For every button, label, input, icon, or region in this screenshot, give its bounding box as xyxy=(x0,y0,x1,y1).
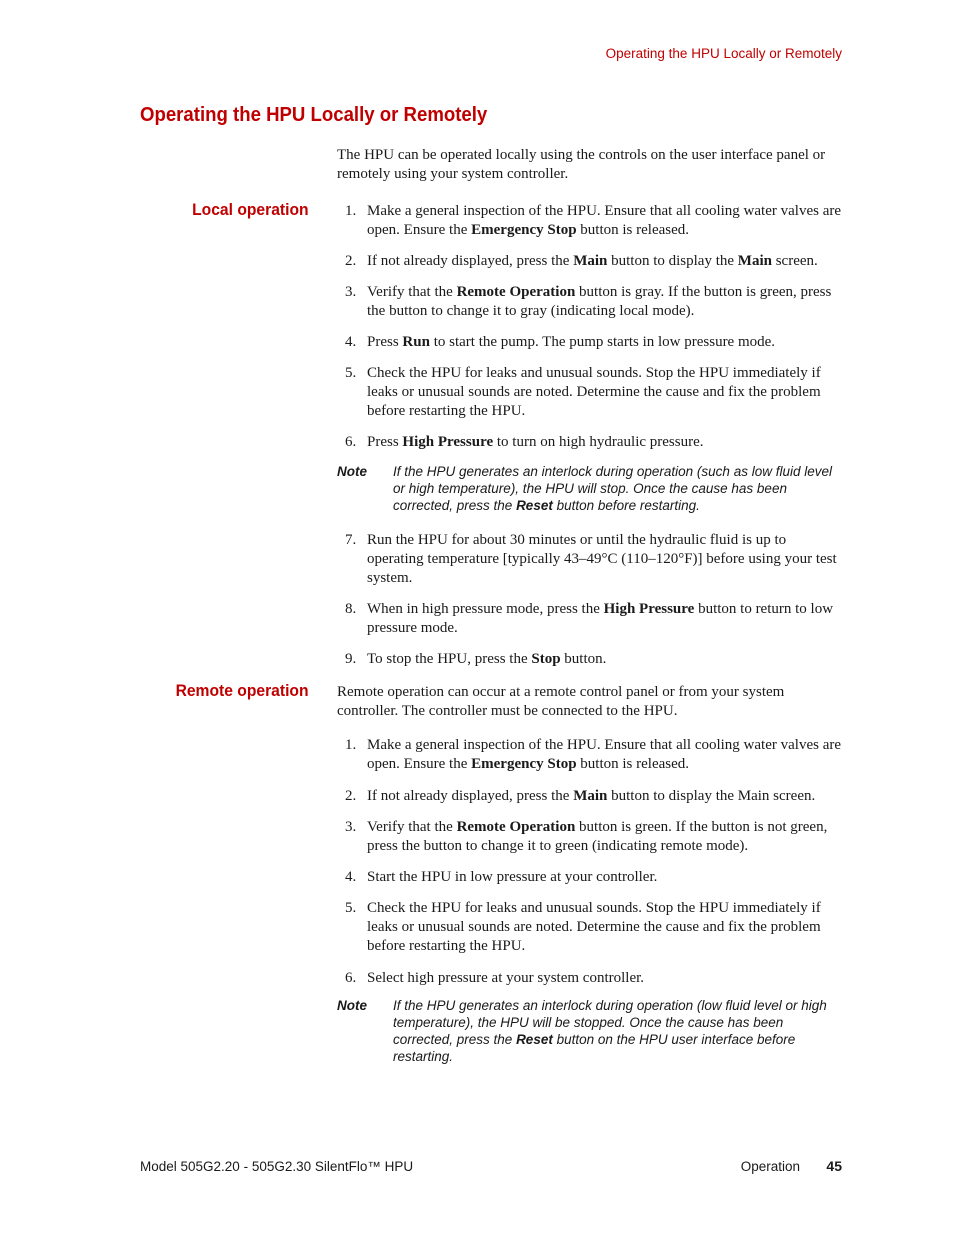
step-text: Check the HPU for leaks and unusual sounds. Stop the HPU immediately if leaks or unusual sounds are noted. Determine the cause and fix the problem before restarting the HPU. xyxy=(367,365,821,419)
local-steps-list-a xyxy=(337,202,842,452)
step-text: Run the HPU for about 30 minutes or until the hydraulic fluid is up to operating temperature [typically 43–49°C (110–120°F)] before using your test system. xyxy=(367,532,837,586)
step-number: 4. xyxy=(345,334,357,350)
intro-text: The HPU can be operated locally using the controls on the user interface panel or remotely using your system controller. xyxy=(337,147,826,182)
ui-term: Remote Operation xyxy=(456,284,576,300)
step-text: Verify that the Remote Operation button is green. If the button is not green, press the button to change it to green (indicating remote mode). xyxy=(367,819,828,854)
step-number: 1. xyxy=(345,203,357,219)
step-item xyxy=(337,252,842,271)
step-text: Select high pressure at your system controller. xyxy=(367,970,645,986)
step-item xyxy=(337,868,842,887)
local-steps-list-b xyxy=(337,531,842,669)
ui-term: Main xyxy=(573,788,608,804)
ui-term: Emergency Stop xyxy=(471,756,577,772)
ui-term: Reset xyxy=(516,498,553,513)
step-number: 3. xyxy=(345,284,357,300)
step-number: 4. xyxy=(345,869,357,885)
note-text: If the HPU generates an interlock during operation (low fluid level or high temperature), the HPU will be stopped. Once the cause has been corrected, press the Reset button on the HPU user interface before restarting. xyxy=(393,998,827,1064)
footer-section: Operation xyxy=(740,1159,800,1174)
remote-steps-list xyxy=(337,736,842,988)
step-number: 7. xyxy=(345,532,357,548)
remote-steps xyxy=(337,736,842,988)
ui-term: Emergency Stop xyxy=(471,222,577,238)
ui-term: Main xyxy=(573,253,608,269)
step-item xyxy=(337,899,842,956)
step-text: To stop the HPU, press the Stop button. xyxy=(367,651,607,667)
note-text: If the HPU generates an interlock during operation (such as low fluid level or high temperature), the HPU will stop. Once the cause has been corrected, press the Reset button before restarting. xyxy=(393,464,832,513)
running-header: Operating the HPU Locally or Remotely xyxy=(605,46,842,61)
step-item xyxy=(337,736,842,774)
step-item xyxy=(337,433,842,452)
ui-term: High Pressure xyxy=(603,601,695,617)
step-number: 2. xyxy=(345,253,357,269)
step-text: Make a general inspection of the HPU. Ensure that all cooling water valves are open. Ensure the Emergency Stop button is released. xyxy=(367,203,842,238)
note-label: Note xyxy=(337,998,367,1013)
ui-term: Reset xyxy=(516,1032,553,1047)
step-item xyxy=(337,333,842,352)
local-steps-part1 xyxy=(337,202,842,452)
local-note xyxy=(337,463,842,514)
step-item xyxy=(337,650,842,669)
remote-intro-paragraph xyxy=(337,683,842,721)
note-label: Note xyxy=(337,464,367,479)
remote-operation-heading: Remote operation xyxy=(176,681,309,700)
remote-note xyxy=(337,997,842,1065)
footer-model: Model 505G2.20 - 505G2.30 SilentFlo™ HPU xyxy=(140,1159,414,1174)
step-text: Start the HPU in low pressure at your controller. xyxy=(367,869,658,885)
step-item xyxy=(337,787,842,806)
step-item xyxy=(337,283,842,321)
step-text: When in high pressure mode, press the High Pressure button to return to low pressure mode. xyxy=(367,601,834,636)
step-text: Check the HPU for leaks and unusual sounds. Stop the HPU immediately if leaks or unusual sounds are noted. Determine the cause and fix the problem before restarting the HPU. xyxy=(367,900,821,954)
step-number: 9. xyxy=(345,651,357,667)
step-number: 5. xyxy=(345,900,357,916)
step-number: 6. xyxy=(345,434,357,450)
ui-term: Remote Operation xyxy=(456,819,576,835)
step-number: 6. xyxy=(345,970,357,986)
step-item xyxy=(337,818,842,856)
remote-intro-text: Remote operation can occur at a remote control panel or from your system controller. The controller must be connected to the HPU. xyxy=(337,684,785,719)
step-number: 2. xyxy=(345,788,357,804)
step-text: Make a general inspection of the HPU. Ensure that all cooling water valves are open. Ensure the Emergency Stop button is released. xyxy=(367,737,842,772)
local-steps-part2 xyxy=(337,531,842,669)
step-text: If not already displayed, press the Main button to display the Main screen. xyxy=(367,788,816,804)
step-text: Press Run to start the pump. The pump starts in low pressure mode. xyxy=(367,334,776,350)
step-item xyxy=(337,202,842,240)
page-title: Operating the HPU Locally or Remotely xyxy=(140,104,488,126)
step-item xyxy=(337,969,842,988)
intro-paragraph xyxy=(337,146,842,184)
step-number: 3. xyxy=(345,819,357,835)
step-item xyxy=(337,364,842,421)
ui-term: Main xyxy=(737,253,772,269)
step-item xyxy=(337,531,842,588)
ui-term: Stop xyxy=(531,651,561,667)
step-text: Press High Pressure to turn on high hydraulic pressure. xyxy=(367,434,704,450)
page-number: 45 xyxy=(826,1158,842,1174)
step-text: Verify that the Remote Operation button is gray. If the button is green, press the button to change it to gray (indicating local mode). xyxy=(367,284,832,319)
step-text: If not already displayed, press the Main button to display the Main screen. xyxy=(367,253,818,269)
local-operation-heading: Local operation xyxy=(192,200,309,219)
step-item xyxy=(337,600,842,638)
ui-term: Run xyxy=(402,334,430,350)
step-number: 8. xyxy=(345,601,357,617)
step-number: 5. xyxy=(345,365,357,381)
ui-term: High Pressure xyxy=(402,434,494,450)
step-number: 1. xyxy=(345,737,357,753)
